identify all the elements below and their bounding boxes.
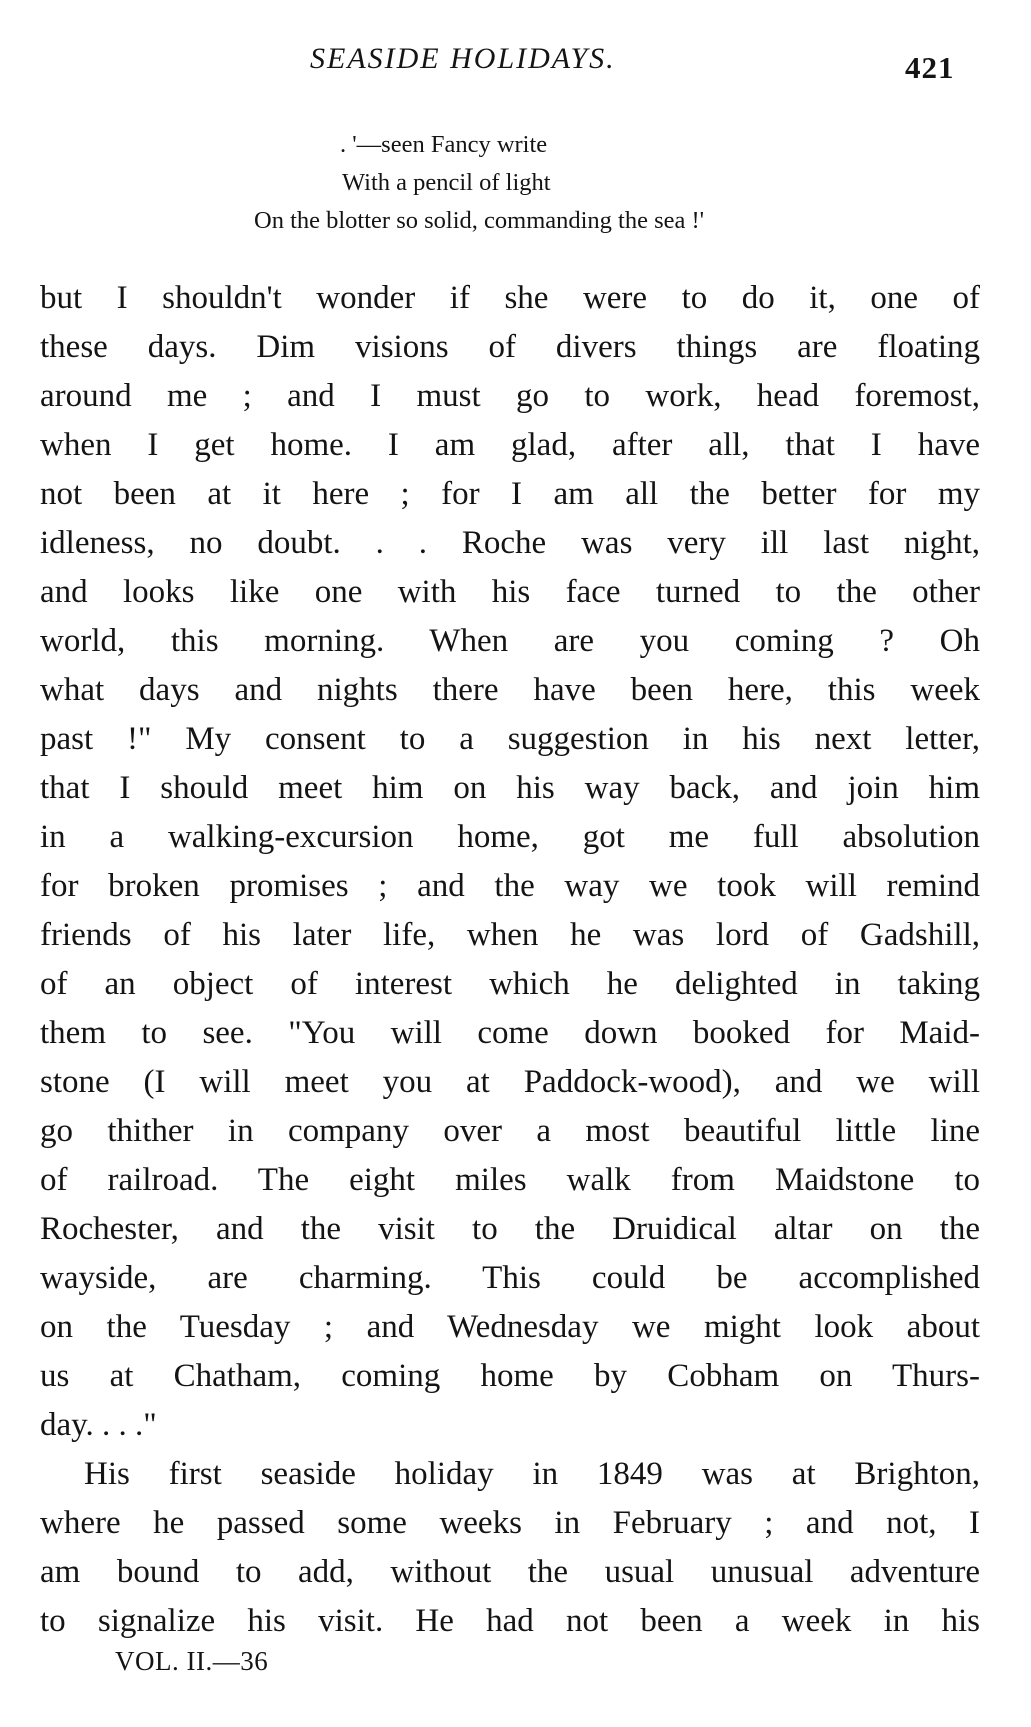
- text-line: what days and nights there have been here, this week: [40, 672, 980, 708]
- text-line: us at Chatham, coming home by Cobham on Thurs-: [40, 1358, 980, 1394]
- running-title: SEASIDE HOLIDAYS.: [310, 42, 616, 75]
- text-line: on the Tuesday ; and Wednesday we might look about: [40, 1309, 980, 1345]
- text-line: them to see. "You will come down booked for Maid-: [40, 1015, 980, 1051]
- signature-mark: VOL. II.—36: [115, 1646, 269, 1676]
- text-line: when I get home. I am glad, after all, that I have: [40, 427, 980, 463]
- text-line: wayside, are charming. This could be accomplished: [40, 1260, 980, 1296]
- text-line: of an object of interest which he delighted in taking: [40, 966, 980, 1002]
- text-line: where he passed some weeks in February ; and not, I: [40, 1505, 980, 1541]
- text-line: stone (I will meet you at Paddock-wood), and we will: [40, 1064, 980, 1100]
- text-line: but I shouldn't wonder if she were to do it, one of: [40, 280, 980, 316]
- page-number: 421: [905, 50, 955, 85]
- text-line: day. . . .": [40, 1407, 157, 1443]
- text-line: world, this morning. When are you coming ? Oh: [40, 623, 980, 659]
- verse-line: . '—seen Fancy write: [340, 131, 548, 158]
- text-line: go thither in company over a most beautiful little line: [40, 1113, 980, 1149]
- text-line: to signalize his visit. He had not been a week in his: [40, 1603, 980, 1639]
- text-line: of railroad. The eight miles walk from Maidstone to: [40, 1162, 980, 1198]
- text-line: and looks like one with his face turned to the other: [40, 574, 980, 610]
- text-line: that I should meet him on his way back, and join him: [40, 770, 980, 806]
- text-line: in a walking-excursion home, got me full absolution: [40, 819, 980, 855]
- text-line: not been at it here ; for I am all the better for my: [40, 476, 980, 512]
- text-line: past !" My consent to a suggestion in his next letter,: [40, 721, 980, 757]
- verse-line: On the blotter so solid, commanding the sea !': [254, 207, 705, 234]
- text-line: for broken promises ; and the way we took will remind: [40, 868, 980, 904]
- text-line: idleness, no doubt. . . Roche was very ill last night,: [40, 525, 980, 561]
- text-line: Rochester, and the visit to the Druidical altar on the: [40, 1211, 980, 1247]
- text-line: friends of his later life, when he was lord of Gadshill,: [40, 917, 980, 953]
- text-line: around me ; and I must go to work, head foremost,: [40, 378, 980, 414]
- verse-line: With a pencil of light: [342, 169, 551, 196]
- text-line: am bound to add, without the usual unusual adventure: [40, 1554, 980, 1590]
- text-line: His first seaside holiday in 1849 was at Brighton,: [84, 1456, 980, 1492]
- body-text: [40, 274, 980, 1646]
- text-line: these days. Dim visions of divers things are floating: [40, 329, 980, 365]
